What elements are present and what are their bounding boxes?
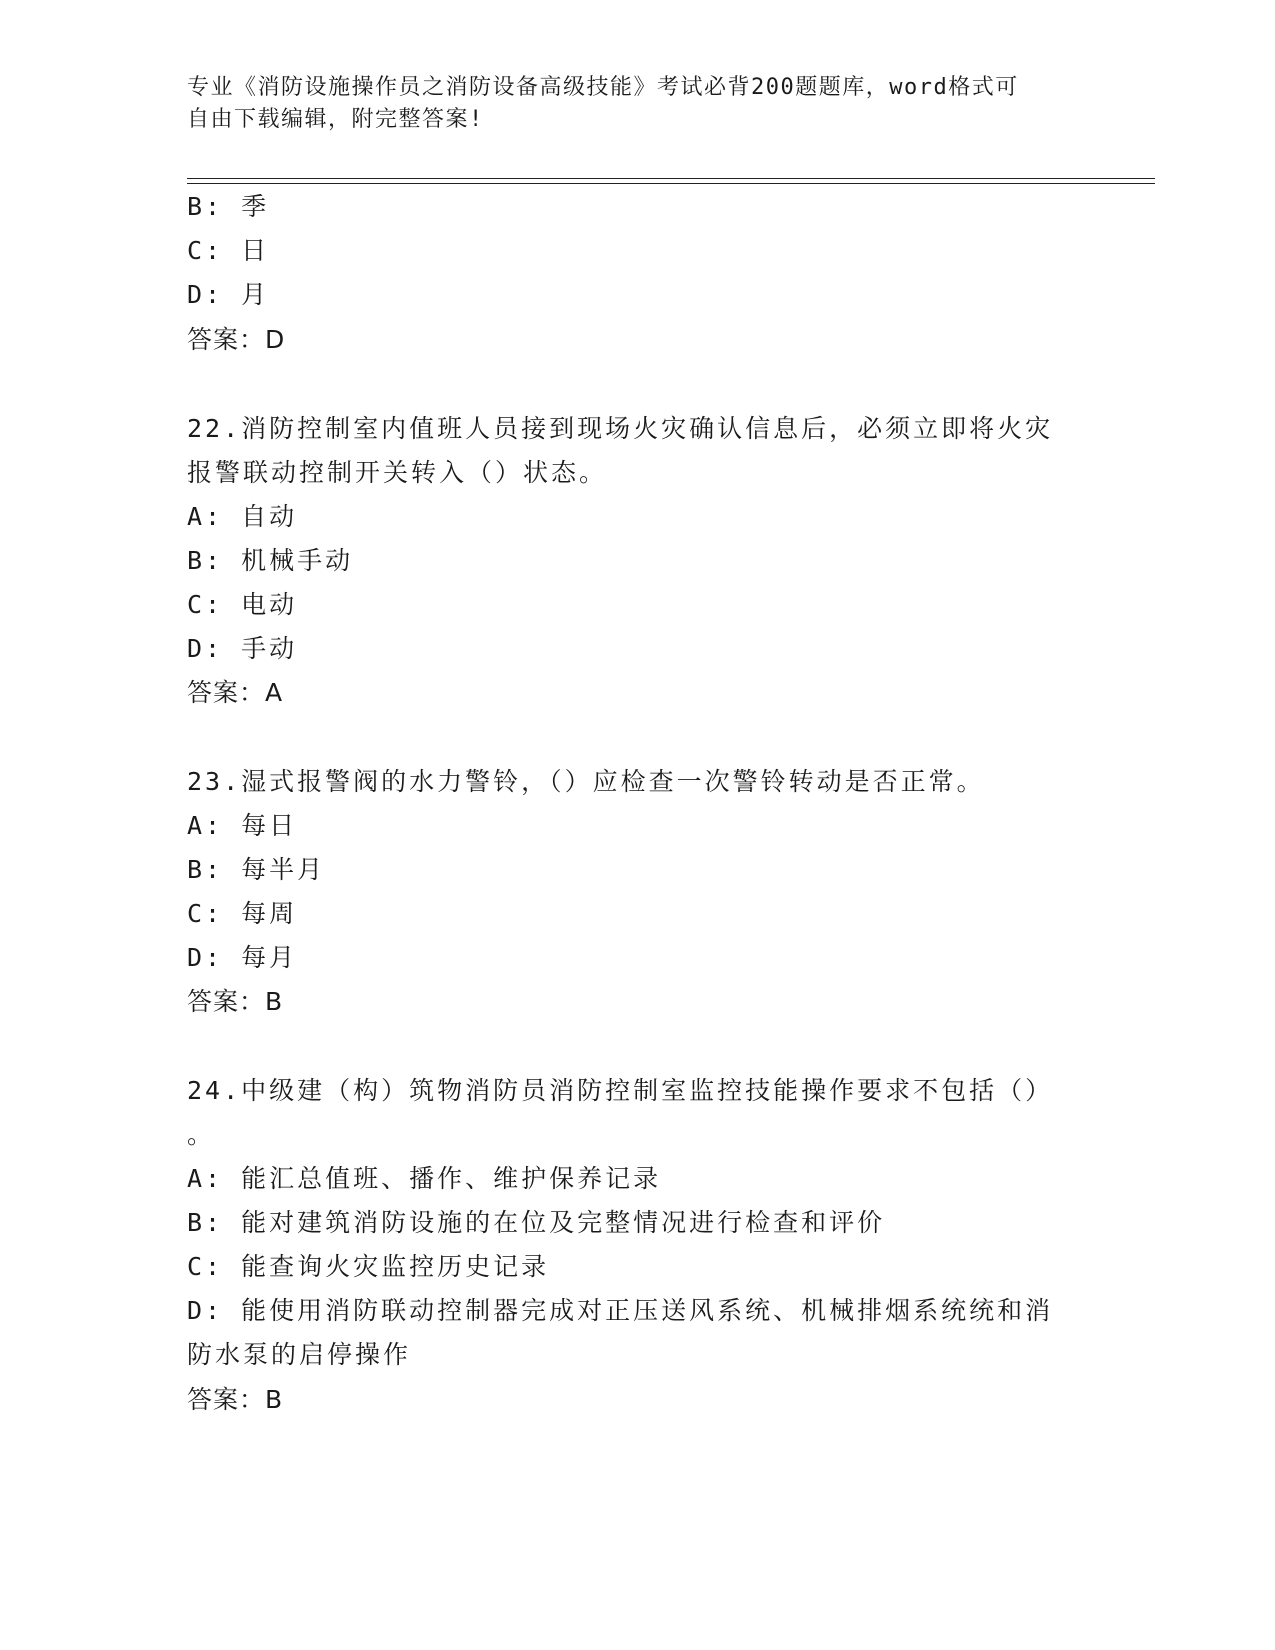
q22-text-line-2: 报警联动控制开关转入（）状态。	[187, 458, 608, 487]
q24-text-line-2: 。	[187, 1120, 216, 1149]
q24-answer: 答案：B	[187, 1385, 284, 1414]
q23-answer: 答案：B	[187, 987, 284, 1016]
q24-option-c: C: 能查询火灾监控历史记录	[187, 1252, 550, 1281]
prev-answer: 答案：D	[187, 325, 286, 354]
q24-text-line-1: 24.中级建（构）筑物消防员消防控制室监控技能操作要求不包括（）	[187, 1076, 1054, 1105]
q24-option-b: B: 能对建筑消防设施的在位及完整情况进行检查和评价	[187, 1208, 886, 1237]
header-rule-top	[187, 178, 1155, 179]
header-rule-bottom	[187, 183, 1155, 184]
q22-option-d: D: 手动	[187, 634, 298, 663]
prev-option-b: B: 季	[187, 192, 270, 221]
q22-answer: 答案：A	[187, 678, 284, 707]
document-header	[187, 72, 1067, 136]
q24-option-d-line-2: 防水泵的启停操作	[187, 1340, 412, 1369]
header-line-1: 专业《消防设施操作员之消防设备高级技能》考试必背200题题库，word格式可	[187, 75, 1019, 100]
q23-text-line-1: 23.湿式报警阀的水力警铃，（）应检查一次警铃转动是否正常。	[187, 767, 985, 796]
prev-option-d: D: 月	[187, 280, 270, 309]
q23-option-b: B: 每半月	[187, 855, 326, 884]
q22-option-b: B: 机械手动	[187, 546, 354, 575]
q23-option-a: A: 每日	[187, 811, 298, 840]
q24-option-d-line-1: D: 能使用消防联动控制器完成对正压送风系统、机械排烟系统统和消	[187, 1296, 1054, 1325]
q22-option-c: C: 电动	[187, 590, 298, 619]
prev-option-c: C: 日	[187, 236, 270, 265]
q23-option-c: C: 每周	[187, 899, 298, 928]
q23-option-d: D: 每月	[187, 943, 298, 972]
q22-option-a: A: 自动	[187, 502, 298, 531]
header-line-2: 自由下载编辑，附完整答案!	[187, 107, 484, 132]
q24-option-a: A: 能汇总值班、播作、维护保养记录	[187, 1164, 662, 1193]
q22-text-line-1: 22.消防控制室内值班人员接到现场火灾确认信息后，必须立即将火灾	[187, 414, 1054, 443]
